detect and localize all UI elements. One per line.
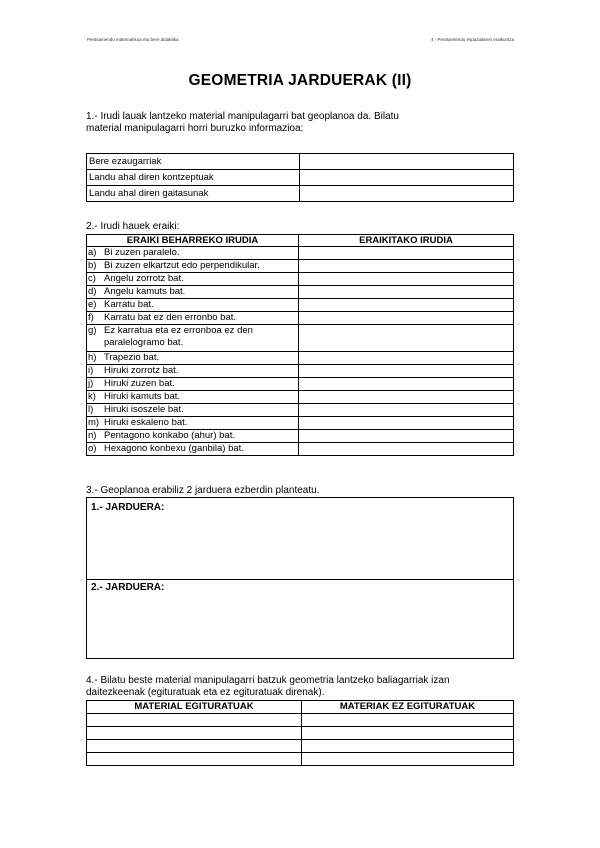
shape-built-cell[interactable] <box>299 260 514 273</box>
shape-description <box>87 365 299 378</box>
shape-row <box>87 404 514 417</box>
activity-1-label: 1.- JARDUERA: <box>91 502 165 513</box>
shape-letter: m) <box>88 417 100 428</box>
info-row-label: Landu ahal diren kontzeptuak <box>87 170 300 186</box>
materials-row <box>87 714 514 727</box>
materials-row <box>87 740 514 753</box>
shape-letter: a) <box>88 247 97 258</box>
shape-letter: b) <box>88 260 97 271</box>
info-row <box>87 186 514 202</box>
shape-text: Karratu bat ez den erronbo bat. <box>104 312 237 323</box>
geoplano-info-table <box>86 153 514 202</box>
materials-col-unstructured: MATERIAK EZ EGITURATUAK <box>302 701 514 714</box>
shape-description <box>87 391 299 404</box>
shape-description <box>87 378 299 391</box>
shape-text: Hiruki kamuts bat. <box>104 391 181 402</box>
unstructured-material-cell[interactable] <box>302 740 514 753</box>
shape-built-cell[interactable] <box>299 286 514 299</box>
section1-line2: material manipulagarri horri buruzko informazioa: <box>86 123 304 134</box>
shape-built-cell[interactable] <box>299 365 514 378</box>
section2-heading: 2.- Irudi hauek eraiki: <box>86 221 180 232</box>
section1-line1: 1.- Irudi lauak lantzeko material manipulagarri bat geoplanoa da. Bilatu <box>86 111 399 122</box>
shape-description <box>87 325 299 352</box>
shape-description <box>87 286 299 299</box>
shape-letter: k) <box>88 391 96 402</box>
shape-text: Angelu kamuts bat. <box>104 286 186 297</box>
shape-built-cell[interactable] <box>299 325 514 352</box>
info-row <box>87 170 514 186</box>
shape-built-cell[interactable] <box>299 430 514 443</box>
shape-description <box>87 260 299 273</box>
materials-row <box>87 727 514 740</box>
shape-row <box>87 260 514 273</box>
shape-letter: c) <box>88 273 96 284</box>
shape-row <box>87 391 514 404</box>
structured-material-cell[interactable] <box>87 740 302 753</box>
shape-text: Trapezio bat. <box>104 352 160 363</box>
shape-description <box>87 247 299 260</box>
shape-row <box>87 417 514 430</box>
info-row <box>87 154 514 170</box>
structured-material-cell[interactable] <box>87 714 302 727</box>
activity-2-label: 2.- JARDUERA: <box>91 582 165 593</box>
info-row-answer[interactable] <box>300 154 514 170</box>
page-title: GEOMETRIA JARDUERAK (II) <box>188 72 412 89</box>
section4-line1: 4.- Bilatu beste material manipulagarri batzuk geometria lantzeko baliagarriak izan <box>86 675 450 686</box>
shape-text: Karratu bat. <box>104 299 154 310</box>
shape-text: Hiruki isoszele bat. <box>104 404 184 415</box>
shape-text: Hiruki zorrotz bat. <box>104 365 179 376</box>
shape-built-cell[interactable] <box>299 404 514 417</box>
shape-built-cell[interactable] <box>299 312 514 325</box>
materials-col-structured: MATERIAL EGITURATUAK <box>87 701 302 714</box>
shape-text: Hiruki zuzen bat. <box>104 378 175 389</box>
unstructured-material-cell[interactable] <box>302 753 514 766</box>
shape-built-cell[interactable] <box>299 417 514 430</box>
shape-row <box>87 352 514 365</box>
shape-built-cell[interactable] <box>299 247 514 260</box>
shape-text: Angelu zorrotz bat. <box>104 273 184 284</box>
shape-row <box>87 378 514 391</box>
shape-text: Pentagono konkabo (ahur) bat. <box>104 430 235 441</box>
shape-letter: o) <box>88 443 97 454</box>
shape-description <box>87 430 299 443</box>
shapes-table <box>86 234 514 456</box>
shape-letter: h) <box>88 352 97 363</box>
header-left: Pentsamendu matematikoa eta bere didaktika <box>87 37 179 42</box>
shape-row <box>87 247 514 260</box>
shape-row <box>87 365 514 378</box>
structured-material-cell[interactable] <box>87 753 302 766</box>
shape-row <box>87 286 514 299</box>
shape-built-cell[interactable] <box>299 443 514 456</box>
shape-built-cell[interactable] <box>299 378 514 391</box>
shape-built-cell[interactable] <box>299 299 514 312</box>
section3-heading: 3.- Geoplanoa erabiliz 2 jarduera ezberdin planteatu. <box>86 485 320 496</box>
shape-row <box>87 273 514 286</box>
shape-row <box>87 325 514 352</box>
shape-description <box>87 273 299 286</box>
shapes-col-built: ERAIKITAKO IRUDIA <box>299 235 514 247</box>
materials-row <box>87 753 514 766</box>
shape-letter: e) <box>88 299 97 310</box>
activity-1-box[interactable] <box>86 497 514 580</box>
shape-row <box>87 443 514 456</box>
shape-letter: f) <box>88 312 94 323</box>
shape-description <box>87 417 299 430</box>
shape-text: Ez karratua eta ez erronboa ez den paralelogramo bat. <box>104 325 253 348</box>
shape-row <box>87 299 514 312</box>
header-right: 4.- Pentsamendu espazialaren eraikuntza <box>430 37 514 42</box>
shape-description <box>87 404 299 417</box>
materials-table <box>86 700 514 766</box>
shape-text: Bi zuzen paralelo. <box>104 247 180 258</box>
shape-letter: g) <box>88 325 97 336</box>
shape-built-cell[interactable] <box>299 273 514 286</box>
shape-text: Hiruki eskaleno bat. <box>104 417 188 428</box>
info-row-answer[interactable] <box>300 170 514 186</box>
shape-text: Bi zuzen elkartzut edo perpendikular. <box>104 260 260 271</box>
info-row-label: Bere ezaugarriak <box>87 154 300 170</box>
shape-built-cell[interactable] <box>299 391 514 404</box>
structured-material-cell[interactable] <box>87 727 302 740</box>
shape-text: Hexagono konbexu (ganbila) bat. <box>104 443 244 454</box>
shape-description <box>87 443 299 456</box>
shape-letter: l) <box>88 404 94 415</box>
section4-line2: daitezkeenak (egituratuak eta ez egituratuak direnak). <box>86 687 325 698</box>
shape-letter: j) <box>88 378 94 389</box>
info-row-label: Landu ahal diren gaitasunak <box>87 186 300 202</box>
activity-2-box[interactable] <box>86 578 514 659</box>
shape-description <box>87 352 299 365</box>
shape-letter: i) <box>88 365 94 376</box>
unstructured-material-cell[interactable] <box>302 714 514 727</box>
shape-description <box>87 312 299 325</box>
unstructured-material-cell[interactable] <box>302 727 514 740</box>
info-row-answer[interactable] <box>300 186 514 202</box>
shape-row <box>87 430 514 443</box>
shape-letter: d) <box>88 286 97 297</box>
shape-built-cell[interactable] <box>299 352 514 365</box>
shape-row <box>87 312 514 325</box>
shape-description <box>87 299 299 312</box>
shapes-col-to-build: ERAIKI BEHARREKO IRUDIA <box>87 235 299 247</box>
shape-letter: n) <box>88 430 97 441</box>
